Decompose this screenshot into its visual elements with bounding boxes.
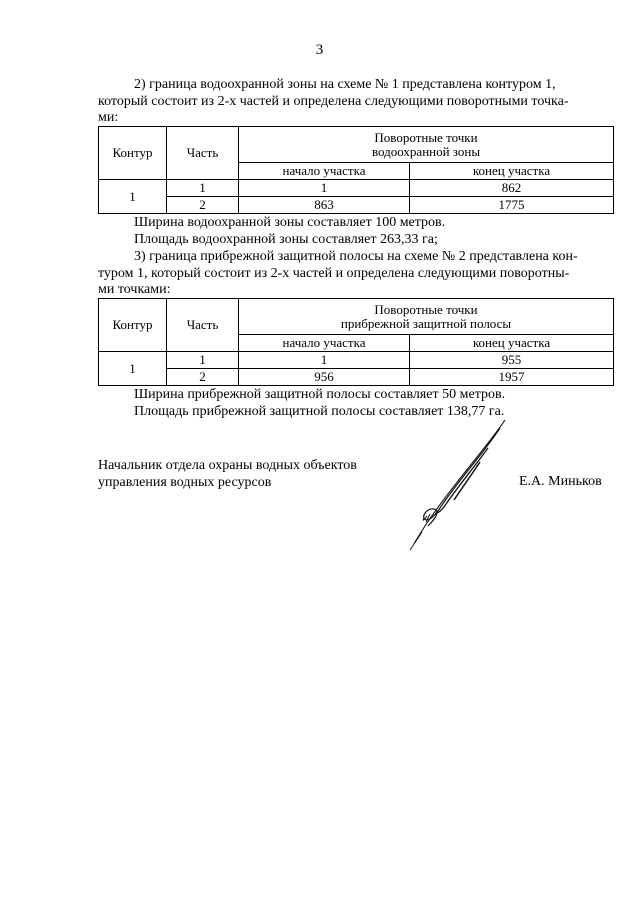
cell-end: 1957 [410,369,614,386]
width-coastal-protection-strip: Ширина прибрежной защитной полосы составляет 50 метров. [134,387,506,402]
section2-line1: 2) граница водоохранной зоны на схеме № 1 представлена контуром 1, [134,77,556,92]
cell-contour: 1 [99,352,167,386]
header-contour: Контур [99,127,167,180]
area-coastal-protection-strip: Площадь прибрежной защитной полосы составляет 138,77 га. [134,404,505,419]
signatory-position-line2: управления водных ресурсов [98,475,272,490]
header-part: Часть [167,299,239,352]
header-turning-points [239,299,614,335]
cell-start: 956 [239,369,410,386]
turning-points-table-2 [98,298,614,386]
header-turning-points-line1: Поворотные точки [374,301,478,317]
table-row [99,180,614,197]
area-water-protection-zone: Площадь водоохранной зоны составляет 263,33 га; [134,232,438,247]
header-turning-points-line2: прибрежной защитной полосы [340,315,512,331]
cell-end: 1775 [410,197,614,214]
cell-end: 955 [410,352,614,369]
header-end: конец участка [410,163,614,180]
cell-contour: 1 [99,180,167,214]
cell-part: 1 [167,180,239,197]
header-turning-points-line2: водоохранной зоны [371,143,481,159]
header-turning-points-line1: Поворотные точки [374,129,478,145]
header-start: начало участка [239,335,410,352]
section2-line3: ми: [98,110,119,125]
header-turning-points [239,127,614,163]
header-part: Часть [167,127,239,180]
signatory-position-line1: Начальник отдела охраны водных объектов [98,458,357,473]
section2-line2: который состоит из 2-х частей и определена следующими поворотными точка- [98,94,569,109]
section3-line2: туром 1, который состоит из 2-х частей и определена следующими поворотны- [98,266,570,281]
cell-start: 1 [239,180,410,197]
header-end: конец участка [410,335,614,352]
signatory-position [98,457,357,491]
cell-part: 1 [167,352,239,369]
cell-part: 2 [167,197,239,214]
section3-line1: 3) граница прибрежной защитной полосы на схеме № 2 представлена кон- [134,249,578,264]
cell-end: 862 [410,180,614,197]
section3-line3: ми точками: [98,282,171,297]
width-water-protection-zone: Ширина водоохранной зоны составляет 100 метров. [134,215,446,230]
turning-points-table-1 [98,126,614,214]
page-number: 3 [315,42,324,58]
header-start: начало участка [239,163,410,180]
cell-start: 863 [239,197,410,214]
cell-part: 2 [167,369,239,386]
cell-start: 1 [239,352,410,369]
signatory-name: Е.А. Миньков [519,474,602,489]
table-row [99,369,614,386]
handwritten-signature [380,418,530,553]
header-contour: Контур [99,299,167,352]
table-row [99,197,614,214]
table-row [99,352,614,369]
